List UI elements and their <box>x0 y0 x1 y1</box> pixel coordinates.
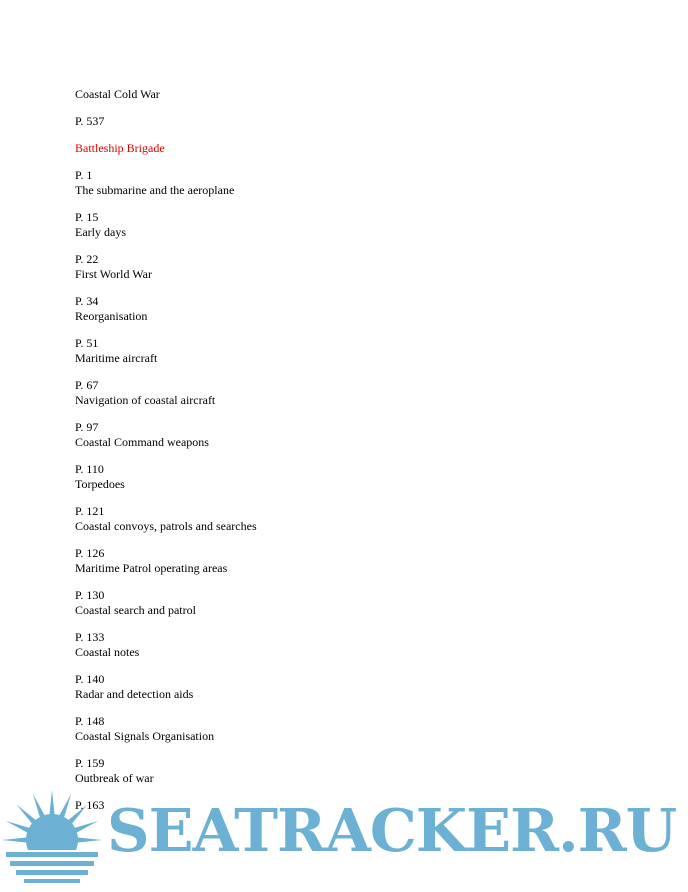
entry-page: P. 159 <box>75 756 105 770</box>
entry-title: Radar and detection aids <box>75 687 194 701</box>
entry-title: Maritime aircraft <box>75 351 158 365</box>
toc-entry <box>75 672 635 714</box>
entry-page: P. 51 <box>75 336 99 350</box>
entry-page: P. 126 <box>75 546 105 560</box>
entry-title: Coastal Signals Organisation <box>75 729 215 743</box>
entry-title: Navigation of coastal aircraft <box>75 393 216 407</box>
entry-page: P. 97 <box>75 420 99 434</box>
entry-title: Reorganisation <box>75 309 148 323</box>
toc-entry <box>75 252 635 294</box>
toc-entry <box>75 210 635 252</box>
entry-page: P. 130 <box>75 588 105 602</box>
toc-entry <box>75 630 635 672</box>
toc-entry <box>75 714 635 756</box>
entry-title: Maritime Patrol operating areas <box>75 561 228 575</box>
entry-title: Coastal notes <box>75 645 140 659</box>
toc-entry <box>75 462 635 504</box>
toc-entry <box>75 168 635 210</box>
watermark <box>0 780 688 891</box>
entry-title: Outbreak of war <box>75 771 154 785</box>
document-body <box>75 87 635 840</box>
entry-page: P. 34 <box>75 294 99 308</box>
toc-entry <box>75 504 635 546</box>
toc-entry <box>75 420 635 462</box>
entry-title: Coastal search and patrol <box>75 603 196 617</box>
entry-title: Early days <box>75 225 126 239</box>
toc-entry <box>75 294 635 336</box>
entry-page: P. 121 <box>75 504 105 518</box>
toc-entry <box>75 336 635 378</box>
entry-page: P. 67 <box>75 378 99 392</box>
entry-title: First World War <box>75 267 152 281</box>
entry-title: Torpedoes <box>75 477 125 491</box>
entry-page: P. 163 <box>75 798 105 812</box>
entry-title: Coastal Command weapons <box>75 435 209 449</box>
book-title: Coastal Cold War <box>75 87 160 101</box>
entry-page: P. 22 <box>75 252 99 266</box>
book-page-number: P. 537 <box>75 114 105 128</box>
toc-entry <box>75 546 635 588</box>
watermark-text: SEATRACKER.RU <box>107 796 677 865</box>
entry-page: P. 140 <box>75 672 105 686</box>
entry-page: P. 15 <box>75 210 99 224</box>
toc-entry <box>75 588 635 630</box>
entry-title: The submarine and the aeroplane <box>75 183 235 197</box>
book-link[interactable]: Battleship Brigade <box>75 141 165 155</box>
entry-page: P. 1 <box>75 168 93 182</box>
entry-title: Coastal convoys, patrols and searches <box>75 519 257 533</box>
entry-page: P. 148 <box>75 714 105 728</box>
sun-icon <box>0 788 104 892</box>
entry-page: P. 110 <box>75 462 104 476</box>
toc-entry <box>75 378 635 420</box>
entry-page: P. 133 <box>75 630 105 644</box>
